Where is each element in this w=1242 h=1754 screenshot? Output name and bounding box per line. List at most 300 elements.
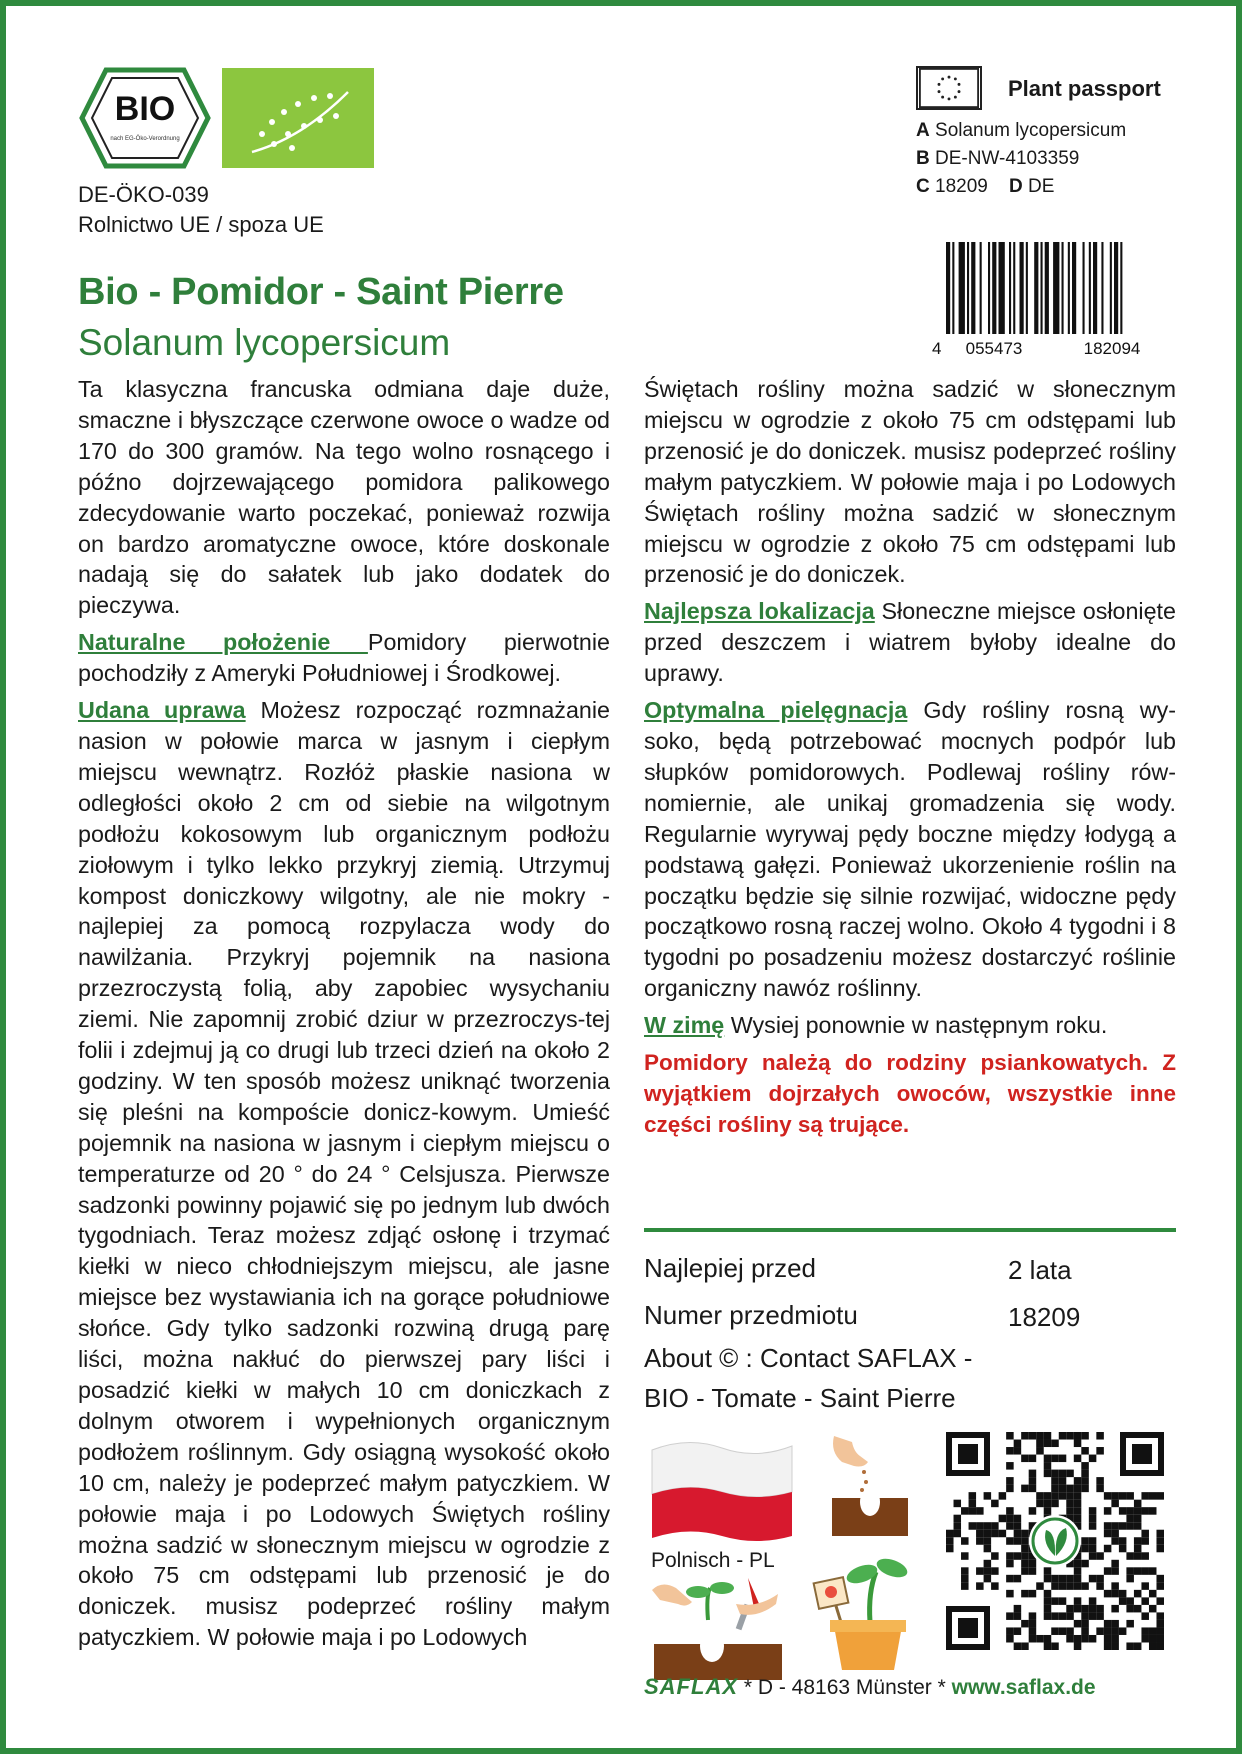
qr-module (1141, 1612, 1149, 1620)
qr-module (1021, 1642, 1029, 1650)
qr-module (976, 1522, 984, 1530)
barcode-bar (1062, 242, 1064, 334)
care-heading: Optymalna pielęgnacja (644, 697, 908, 724)
qr-module (1044, 1440, 1052, 1448)
qr-module (1089, 1455, 1097, 1463)
qr-module (1074, 1597, 1082, 1605)
qr-module (1119, 1522, 1127, 1530)
qr-module (1081, 1620, 1089, 1628)
qr-module (1036, 1582, 1044, 1590)
qr-module (1006, 1552, 1014, 1560)
qr-module (1006, 1560, 1014, 1568)
barcode-bar (1020, 242, 1024, 334)
qr-module (1141, 1552, 1149, 1560)
qr-module (1059, 1470, 1067, 1478)
best-before-label: Najlepiej przed (644, 1253, 816, 1283)
cultivation-paragraph (78, 695, 610, 1653)
qr-module (1134, 1500, 1142, 1508)
location-heading: Najlepsza lokalizacja (644, 598, 875, 625)
qr-module (1156, 1635, 1164, 1643)
qr-module (1029, 1612, 1037, 1620)
qr-module (1044, 1597, 1052, 1605)
qr-module (1014, 1552, 1022, 1560)
qr-module (1111, 1635, 1119, 1643)
qr-module (1014, 1605, 1022, 1613)
qr-module (1014, 1522, 1022, 1530)
qr-module (1111, 1582, 1119, 1590)
qr-module (1149, 1507, 1157, 1515)
qr-module (1066, 1635, 1074, 1643)
barcode-bar (971, 242, 975, 334)
qr-module (954, 1522, 962, 1530)
qr-module (1156, 1545, 1164, 1553)
qr-module (1029, 1590, 1037, 1598)
barcode-last-digits: 182094 (1083, 339, 1141, 356)
qr-module (1044, 1590, 1052, 1598)
qr-module (1141, 1635, 1149, 1643)
barcode-bar (967, 242, 969, 334)
qr-module (1081, 1605, 1089, 1613)
toxicity-warning: Pomidory należą do rodziny psiankowatych. Z wyjątkiem dojrzałych owoców, wszystkie inne części rośliny są trujące. (644, 1050, 1176, 1138)
qr-module (1006, 1612, 1014, 1620)
qr-module (1089, 1507, 1097, 1515)
qr-module (1134, 1642, 1142, 1650)
qr-module (1029, 1620, 1037, 1628)
qr-module (1134, 1515, 1142, 1523)
qr-module (1006, 1432, 1014, 1440)
qr-module (1081, 1470, 1089, 1478)
qr-module (1141, 1582, 1149, 1590)
qr-module (1149, 1492, 1157, 1500)
footer-url[interactable]: www.saflax.de (951, 1676, 1096, 1699)
qr-module (1156, 1537, 1164, 1545)
qr-module (1081, 1432, 1089, 1440)
poland-flag-icon (648, 1436, 796, 1546)
qr-module (1096, 1485, 1104, 1493)
qr-module (1156, 1575, 1164, 1583)
qr-module (1074, 1582, 1082, 1590)
qr-module (961, 1537, 969, 1545)
qr-module (1014, 1642, 1022, 1650)
barcode-bar (1026, 242, 1028, 334)
qr-module (1006, 1507, 1014, 1515)
qr-module (1081, 1485, 1089, 1493)
qr-module (1119, 1590, 1127, 1598)
qr-module (1006, 1627, 1014, 1635)
qr-module (1104, 1507, 1112, 1515)
qr-module (1051, 1477, 1059, 1485)
qr-module (1066, 1500, 1074, 1508)
qr-module (1044, 1635, 1052, 1643)
qr-module (1006, 1485, 1014, 1493)
qr-module (1006, 1515, 1014, 1523)
qr-module (1051, 1500, 1059, 1508)
qr-module (1044, 1455, 1052, 1463)
qr-module (1029, 1635, 1037, 1643)
qr-module (969, 1492, 977, 1500)
qr-module (1014, 1440, 1022, 1448)
qr-module (1074, 1560, 1082, 1568)
description-right-column (644, 374, 1176, 1146)
qr-module (1066, 1627, 1074, 1635)
qr-module (1006, 1447, 1014, 1455)
qr-module (1104, 1530, 1112, 1538)
qr-module (1066, 1432, 1074, 1440)
qr-module (1081, 1627, 1089, 1635)
qr-module (1111, 1500, 1119, 1508)
qr-module (1104, 1627, 1112, 1635)
qr-module (1029, 1470, 1037, 1478)
qr-module (1104, 1642, 1112, 1650)
winter-text: Wysiej ponownie w następnym roku. (724, 1012, 1108, 1039)
qr-module (1059, 1432, 1067, 1440)
qr-module (961, 1507, 969, 1515)
qr-module (954, 1530, 962, 1538)
qr-module (1156, 1582, 1164, 1590)
qr-module (1096, 1575, 1104, 1583)
qr-module (1044, 1500, 1052, 1508)
plant-passport-cd: C 18209 D DE (916, 176, 1055, 197)
qr-module (1081, 1537, 1089, 1545)
qr-module (1096, 1612, 1104, 1620)
qr-module (1126, 1605, 1134, 1613)
qr-module (1021, 1455, 1029, 1463)
qr-module (1111, 1642, 1119, 1650)
qr-module (1014, 1447, 1022, 1455)
qr-module (1081, 1447, 1089, 1455)
qr-module (1089, 1612, 1097, 1620)
qr-module (984, 1560, 992, 1568)
certification-origin: Rolnictwo UE / spoza UE (78, 212, 324, 237)
qr-module (1141, 1530, 1149, 1538)
info-divider (644, 1228, 1176, 1232)
qr-module (1074, 1440, 1082, 1448)
qr-module (1126, 1575, 1134, 1583)
qr-module (1119, 1492, 1127, 1500)
qr-module (1134, 1552, 1142, 1560)
qr-module (1066, 1605, 1074, 1613)
qr-module (1141, 1597, 1149, 1605)
qr-module (1029, 1507, 1037, 1515)
qr-module (1089, 1537, 1097, 1545)
qr-module (1014, 1537, 1022, 1545)
barcode-middle-digits: 055473 (965, 339, 1023, 356)
qr-module (1029, 1485, 1037, 1493)
qr-module (1029, 1627, 1037, 1635)
qr-module (1081, 1545, 1089, 1553)
qr-module (1156, 1492, 1164, 1500)
qr-module (1074, 1575, 1082, 1583)
qr-module (946, 1537, 954, 1545)
location-text: Słoneczne miejsce osłonięte przed deszczem i wiatrem byłoby idealne do uprawy. (644, 598, 1176, 687)
qr-module (1111, 1522, 1119, 1530)
qr-module (1141, 1537, 1149, 1545)
qr-module (1066, 1575, 1074, 1583)
qr-module (1096, 1447, 1104, 1455)
footer (644, 1674, 1096, 1700)
best-before-value: 2 lata (1008, 1255, 1072, 1285)
certification-code: DE-ÖKO-039 (78, 182, 209, 207)
barcode-bar (988, 242, 990, 334)
qr-module (1156, 1597, 1164, 1605)
qr-module (1044, 1492, 1052, 1500)
qr-module (1029, 1560, 1037, 1568)
qr-module (1044, 1642, 1052, 1650)
qr-module (1134, 1567, 1142, 1575)
qr-module (1104, 1567, 1112, 1575)
qr-module (1051, 1455, 1059, 1463)
barcode-bar (1110, 242, 1112, 334)
qr-module (1014, 1515, 1022, 1523)
qr-module (1021, 1537, 1029, 1545)
qr-module (1074, 1485, 1082, 1493)
qr-module (1036, 1440, 1044, 1448)
qr-module (1089, 1635, 1097, 1643)
qr-module (1089, 1515, 1097, 1523)
qr-module (991, 1530, 999, 1538)
qr-module (984, 1575, 992, 1583)
qr-module (954, 1515, 962, 1523)
qr-module (1059, 1492, 1067, 1500)
qr-module (1044, 1462, 1052, 1470)
qr-module (1074, 1620, 1082, 1628)
qr-module (1126, 1552, 1134, 1560)
qr-module (1141, 1507, 1149, 1515)
qr-module (1096, 1627, 1104, 1635)
barcode-bar (980, 242, 982, 334)
qr-module (1021, 1560, 1029, 1568)
qr-module (1059, 1485, 1067, 1493)
qr-module (1036, 1635, 1044, 1643)
qr-module (1074, 1477, 1082, 1485)
qr-module (1044, 1567, 1052, 1575)
qr-module (961, 1567, 969, 1575)
qr-module (991, 1522, 999, 1530)
qr-module (1006, 1462, 1014, 1470)
winter-paragraph (644, 1010, 1176, 1041)
qr-module (1081, 1477, 1089, 1485)
qr-module (1126, 1492, 1134, 1500)
qr-module (1066, 1485, 1074, 1493)
qr-code-icon (946, 1432, 1164, 1650)
qr-module (1021, 1432, 1029, 1440)
qr-module (1111, 1492, 1119, 1500)
qr-module (991, 1582, 999, 1590)
qr-module (1096, 1477, 1104, 1485)
qr-module (1111, 1537, 1119, 1545)
qr-module (1044, 1432, 1052, 1440)
qr-module (1051, 1642, 1059, 1650)
qr-module (1156, 1627, 1164, 1635)
location-paragraph (644, 596, 1176, 689)
qr-module (1126, 1597, 1134, 1605)
care-paragraph (644, 695, 1176, 1004)
barcode-bar (946, 242, 950, 334)
qr-module (1074, 1455, 1082, 1463)
qr-module (984, 1530, 992, 1538)
qr-module (1089, 1605, 1097, 1613)
cultivation-heading: Udana uprawa (78, 697, 246, 724)
barcode-bar (1083, 242, 1085, 334)
qr-module (1081, 1582, 1089, 1590)
qr-module (984, 1522, 992, 1530)
natural-text: Pomidory pierwotnie pochodziły z Ameryki Południowej i Środkowej. (78, 629, 611, 687)
qr-module (1126, 1642, 1134, 1650)
qr-module (1119, 1537, 1127, 1545)
qr-module (1149, 1635, 1157, 1643)
qr-module (1006, 1477, 1014, 1485)
barcode-icon (932, 242, 1180, 356)
qr-module (976, 1567, 984, 1575)
qr-module (1074, 1492, 1082, 1500)
qr-module (1126, 1522, 1134, 1530)
qr-module (1134, 1537, 1142, 1545)
barcode-bar (1089, 242, 1091, 334)
barcode-bar (1009, 242, 1011, 334)
natural-heading: Naturalne położenie (78, 629, 368, 656)
qr-module (1074, 1642, 1082, 1650)
qr-module (991, 1567, 999, 1575)
qr-module (1156, 1620, 1164, 1628)
qr-module (1006, 1537, 1014, 1545)
qr-module (1021, 1567, 1029, 1575)
qr-module (1149, 1590, 1157, 1598)
qr-module (1141, 1627, 1149, 1635)
qr-module (1029, 1567, 1037, 1575)
qr-module (1029, 1455, 1037, 1463)
qr-module (1044, 1470, 1052, 1478)
certification-block (78, 180, 324, 240)
qr-module (1089, 1597, 1097, 1605)
qr-module (1036, 1500, 1044, 1508)
qr-module (946, 1545, 954, 1553)
barcode-bar (1072, 242, 1076, 334)
bio-logo-text: BIO (114, 90, 176, 128)
qr-module (1156, 1612, 1164, 1620)
qr-module (1044, 1605, 1052, 1613)
qr-module (1006, 1522, 1014, 1530)
qr-module (999, 1515, 1007, 1523)
qr-module (1134, 1590, 1142, 1598)
barcode-bar (1041, 242, 1043, 334)
qr-module (1096, 1432, 1104, 1440)
qr-module (1021, 1620, 1029, 1628)
intro-paragraph: Ta klasyczna francuska odmiana daje duże, smaczne i błyszczące czerwone owoce o wadze od 170 do 300 gramów. Na tego wolno rosnącego i późno dojrzewającego pomidora palikowego zdecydowanie warto poczekać, ponieważ rozwija on bardzo aromatyczne owoce, które doskonale nadają się do sałatek lub jako dodatek do pieczywa. (78, 376, 610, 619)
qr-module (1066, 1612, 1074, 1620)
qr-module (1036, 1432, 1044, 1440)
product-title: Bio - Pomidor - Saint Pierre (78, 271, 564, 313)
qr-module (1096, 1552, 1104, 1560)
barcode-bar (999, 242, 1005, 334)
qr-module (984, 1567, 992, 1575)
qr-module (1111, 1590, 1119, 1598)
description-left-column (78, 374, 610, 1659)
item-number-value: 18209 (1008, 1302, 1081, 1332)
qr-module (1074, 1500, 1082, 1508)
qr-module (976, 1530, 984, 1538)
qr-module (1134, 1605, 1142, 1613)
qr-module (969, 1500, 977, 1508)
barcode-bar (952, 242, 954, 334)
qr-module (1051, 1440, 1059, 1448)
qr-module (1126, 1507, 1134, 1515)
qr-module (1051, 1582, 1059, 1590)
eu-flag-icon (916, 66, 982, 110)
qr-module (1141, 1492, 1149, 1500)
barcode-bar (1101, 242, 1103, 334)
bio-logo-subtext: nach EG-Öko-Verordnung (110, 136, 180, 142)
qr-module (1111, 1560, 1119, 1568)
item-number-label: Numer przedmiotu (644, 1300, 858, 1330)
qr-module (976, 1537, 984, 1545)
qr-module (1006, 1635, 1014, 1643)
plant-passport-title: Plant passport (1008, 76, 1161, 101)
qr-module (961, 1582, 969, 1590)
cultivation-text: Możesz rozpocząć rozmnażanie nasion w połowie marca w jasnym i ciepłym miejscu wewnątrz. Rozłóż płaskie nasiona w odległości około 2 cm od siebie na wilgotnym podłożu kokosowym lub organicznym podłożu ziołowym i tylko lekko przykryj ziemią. Utrzymuj kompost doniczkowy wilgotny, ale nie mokry - najlepiej za pomocą rozpylacza wody do nawilżania. Przykryj pojemnik na nasiona przezroczystą folią, aby zapobiec wysychaniu ziemi. Nie zapomnij zrobić dziur w przezroczys-tej folii i zdejmuj ją co drugi lub trzeci dzień na około 2 godziny. W ten sposób możesz uniknąć tworzenia się pleśni na kompoście donicz-kowym. Umieść pojemnik na nasiona w jasnym i ciepłym miejscu o temperaturze od 20 ° do 24 ° Celsjusza. Pierwsze sadzonki powinny pojawić się po jednym lub dwóch tygodniach. Teraz możesz zdjąć osłonę i trzymać kiełki w nieco chłodniejszym miejscu, ale jasne miejsce bez wystawiania ich na gorące południowe słońce. Gdy tylko sadzonki rozwiną drugą parę liści, można nakłuć do pierwszej pary liści i posadzić kiełki w małych 10 cm doniczkach z dolnym otworem i wypełnionych organicznym podłożem roślinnym. Gdy osiągną wysokość około 10 cm, należy je podeprzeć małym patyczkiem. W połowie maja i po Lodowych Świętych rośliny można sadzić w słonecznym miejscu w ogrodzie z około 75 cm odstępami lub przenosić je do doniczek. musisz podeprzeć rośliny małym patyczkiem. W połowie maja i po Lodowych (78, 697, 610, 1651)
qr-module (1134, 1522, 1142, 1530)
potted-seedling-icon (806, 1552, 918, 1672)
qr-module (1059, 1477, 1067, 1485)
qr-module (1104, 1635, 1112, 1643)
qr-module (954, 1500, 962, 1508)
qr-module (1089, 1552, 1097, 1560)
qr-module (969, 1522, 977, 1530)
product-latin-name: Solanum lycopersicum (78, 322, 451, 363)
qr-module (961, 1575, 969, 1583)
qr-module (1074, 1507, 1082, 1515)
qr-module (1044, 1612, 1052, 1620)
qr-module (946, 1530, 954, 1538)
barcode-bar (1120, 242, 1122, 334)
qr-module (1066, 1582, 1074, 1590)
language-label: Polnisch - PL (651, 1549, 775, 1572)
qr-module (976, 1582, 984, 1590)
qr-module (1126, 1567, 1134, 1575)
cultivation-continued: Świętach rośliny można sadzić w słonecznym miejscu w ogrodzie z około 75 cm odstępami lub przenosić je do doniczek. musisz podeprzeć rośliny małym patyczkiem. W połowie maja i po Lodowych Świętach rośliny można sadzić w słonecznym miejscu w ogrodzie z około 75 cm odstępami lub przenosić je do doniczek. (644, 376, 1176, 588)
qr-module (1074, 1432, 1082, 1440)
qr-module (984, 1492, 992, 1500)
qr-module (1141, 1567, 1149, 1575)
qr-module (1081, 1612, 1089, 1620)
plant-passport-b: B DE-NW-4103359 (916, 148, 1080, 169)
qr-module (991, 1552, 999, 1560)
qr-module (999, 1492, 1007, 1500)
plant-passport-a: A Solanum lycopersicum (916, 120, 1127, 141)
qr-module (976, 1507, 984, 1515)
qr-module (1014, 1612, 1022, 1620)
qr-module (1029, 1432, 1037, 1440)
qr-module (1051, 1575, 1059, 1583)
qr-module (1044, 1507, 1052, 1515)
qr-module (1096, 1582, 1104, 1590)
qr-module (1014, 1575, 1022, 1583)
qr-module (1119, 1597, 1127, 1605)
barcode-bar (992, 242, 996, 334)
qr-module (1089, 1522, 1097, 1530)
qr-module (1089, 1545, 1097, 1553)
qr-module (1066, 1470, 1074, 1478)
qr-module (1029, 1477, 1037, 1485)
qr-module (1059, 1575, 1067, 1583)
barcode-bar (1045, 242, 1049, 334)
qr-module (1051, 1627, 1059, 1635)
qr-module (1111, 1567, 1119, 1575)
barcode-bar (1034, 242, 1038, 334)
footer-address: * D - 48163 Münster * (738, 1676, 952, 1699)
qr-module (1134, 1507, 1142, 1515)
qr-module (1059, 1597, 1067, 1605)
barcode-first-digit: 4 (932, 339, 942, 356)
